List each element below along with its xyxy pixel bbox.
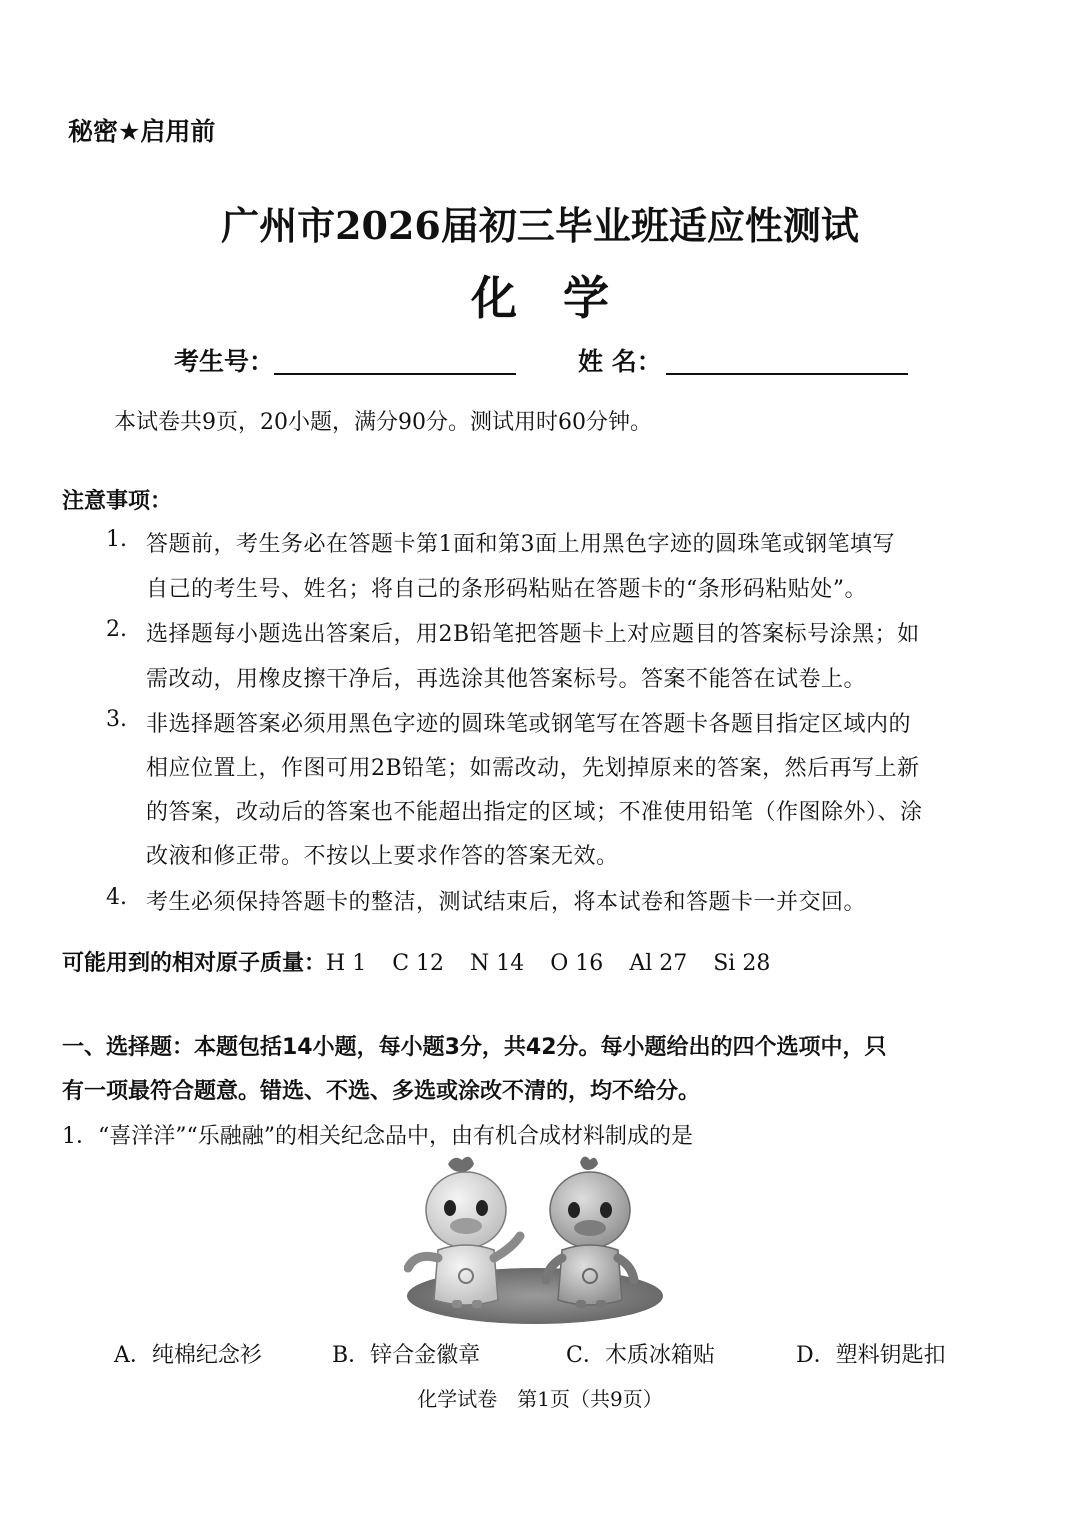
element-mass: O 16 — [550, 951, 604, 976]
notice-item-line: 改液和修正带。不按以上要求作答的答案无效。 — [146, 844, 619, 869]
notice-item-line: 相应位置上，作图可用2B铅笔；如需改动，先划掉原来的答案，然后再写上新 — [146, 756, 920, 781]
notice-item-line: 选择题每小题选出答案后，用2B铅笔把答题卡上对应题目的答案标号涂黑；如 — [146, 622, 920, 647]
page-footer: 化学试卷 第1页（共9页） — [417, 1387, 663, 1411]
notice-item-number: 3. — [106, 707, 127, 732]
notice-item-line: 需改动，用橡皮擦干净后，再选涂其他答案标号。答案不能答在试卷上。 — [146, 667, 867, 692]
element-mass: C 12 — [392, 951, 445, 976]
exam-id-blank[interactable] — [274, 373, 516, 375]
element-mass: N 14 — [470, 951, 525, 976]
section-heading: 有一项最符合题意。错选、不选、多选或涂改不清的，均不给分。 — [62, 1079, 701, 1104]
option-a: A．纯棉纪念衫 — [114, 1343, 262, 1368]
notice-item-number: 1. — [106, 527, 127, 552]
option-b: B．锌合金徽章 — [332, 1343, 481, 1368]
exam-info: 本试卷共9页，20小题，满分90分。测试用时60分钟。 — [114, 410, 652, 435]
mascot-right — [546, 1156, 634, 1308]
element-mass: Al 27 — [629, 951, 688, 976]
element-mass: H 1 — [326, 951, 367, 976]
notice-title: 注意事项： — [62, 489, 173, 514]
notice-item-number: 4. — [106, 885, 127, 910]
name-label: 姓 名： — [578, 347, 662, 376]
subject-title: 化学 — [471, 271, 655, 325]
name-blank[interactable] — [666, 373, 908, 375]
section-heading: 一、选择题：本题包括14小题，每小题3分，共42分。每小题给出的四个选项中，只 — [62, 1035, 887, 1060]
notice-item-line: 答题前，考生务必在答题卡第1面和第3面上用黑色字迹的圆珠笔或钢笔填写 — [146, 532, 895, 557]
atomic-masses — [62, 946, 770, 977]
secret-label: 秘密★启用前 — [68, 117, 216, 146]
notice-item-number: 2. — [106, 617, 127, 642]
notice-item-line: 非选择题答案必须用黑色字迹的圆珠笔或钢笔写在答题卡各题目指定区域内的 — [146, 712, 912, 737]
question-stem: 1．“喜洋洋”“乐融融”的相关纪念品中，由有机合成材料制成的是 — [62, 1124, 693, 1149]
notice-item-line: 的答案，改动后的答案也不能超出指定的区域；不准使用铅笔（作图除外）、涂 — [146, 800, 923, 825]
notice-item-line: 考生必须保持答题卡的整洁，测试结束后，将本试卷和答题卡一并交回。 — [146, 890, 867, 915]
notice-item-line: 自己的考生号、姓名；将自己的条形码粘贴在答题卡的“条形码粘贴处”。 — [146, 577, 867, 602]
mascot-illustration — [404, 1150, 666, 1326]
exam-id-label: 考生号： — [174, 347, 275, 376]
exam-title: 广州市2026届初三毕业班适应性测试 — [221, 203, 859, 248]
atomic-masses-label: 可能用到的相对原子质量： — [62, 951, 327, 976]
option-d: D．塑料钥匙扣 — [796, 1343, 946, 1368]
option-c: C．木质冰箱贴 — [566, 1343, 715, 1368]
element-mass: Si 28 — [713, 951, 771, 976]
